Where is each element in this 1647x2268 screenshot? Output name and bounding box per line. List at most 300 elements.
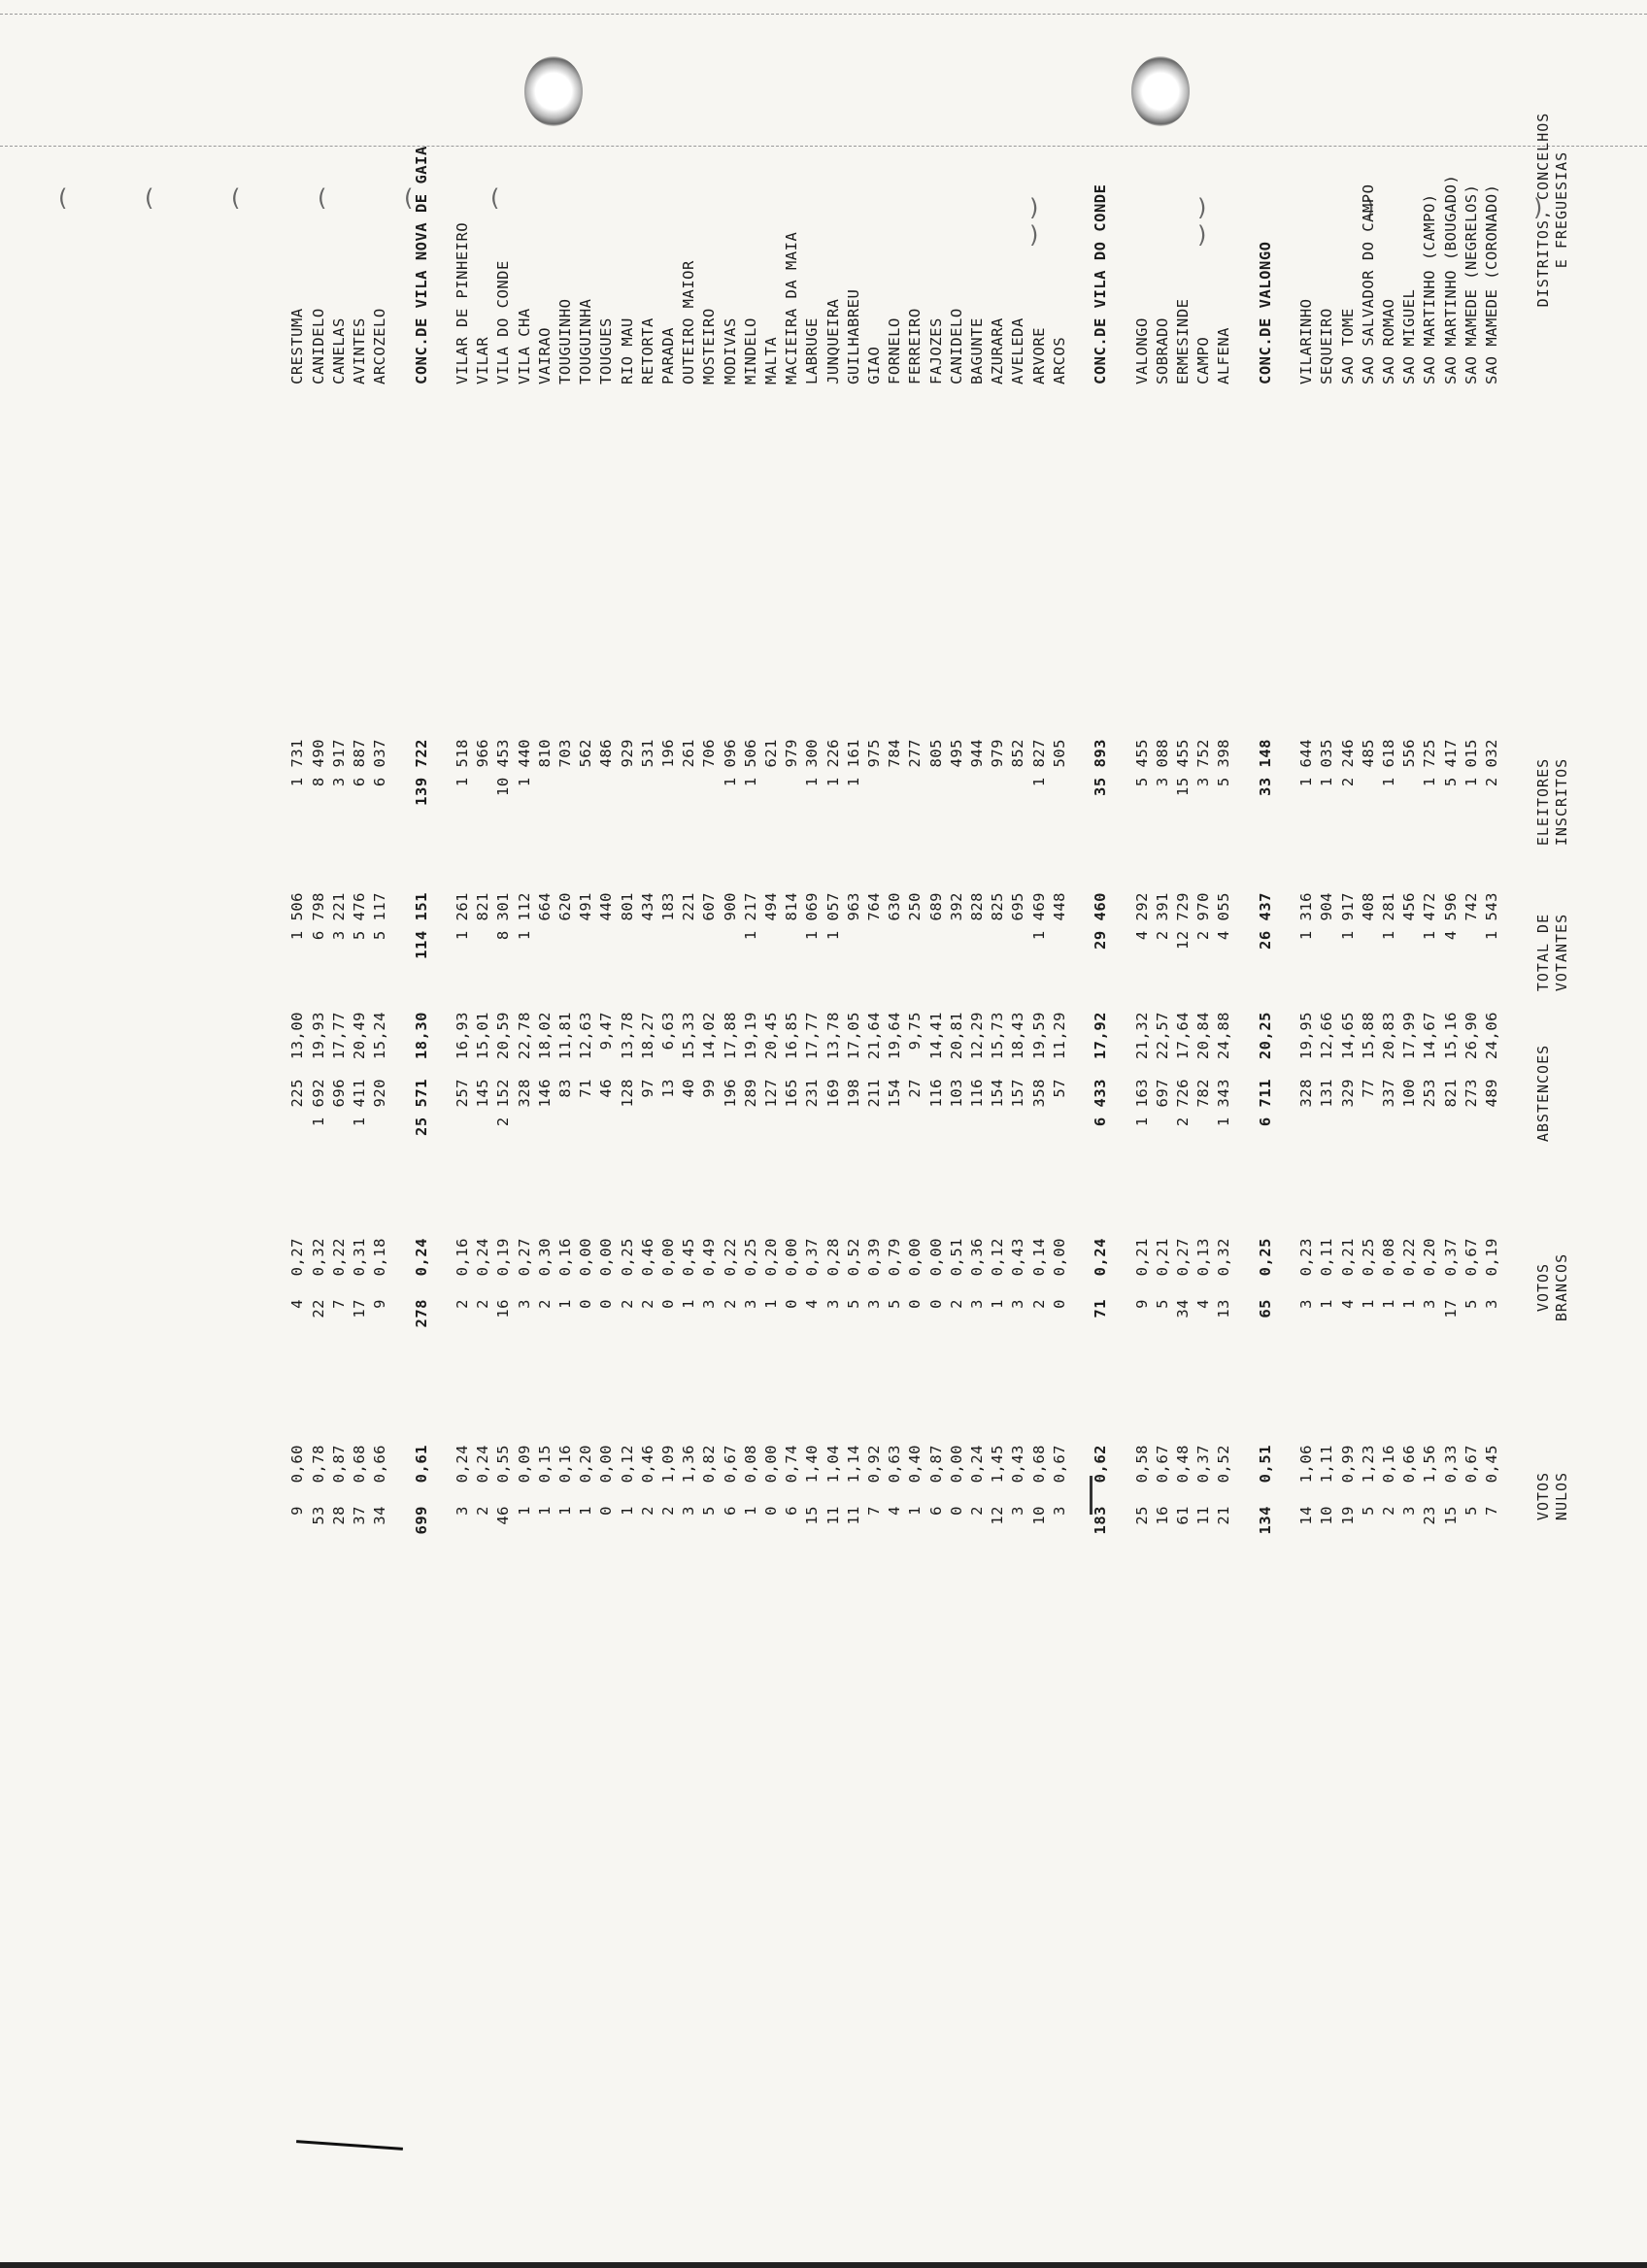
table-row — [492, 0, 514, 2268]
table-row — [781, 0, 802, 2268]
cell-name: SEQUEIRO — [1318, 308, 1336, 384]
cell-abst: 196 — [721, 1079, 739, 1108]
cell-brancp: 0,23 — [1297, 1238, 1316, 1277]
cell-brancp: 0,52 — [844, 1238, 862, 1277]
table-row — [617, 0, 638, 2268]
cell-brancp: 0,43 — [1009, 1238, 1027, 1277]
cell-name: AVELEDA — [1009, 317, 1027, 384]
cell-nulp: 0,20 — [577, 1445, 595, 1484]
table-row — [286, 0, 308, 2268]
cell-inscritos: 8 490 — [309, 739, 327, 787]
cell-nul: 10 — [1318, 1506, 1336, 1525]
cell-inscritos: 1 644 — [1297, 739, 1316, 787]
cell-abst: 99 — [700, 1079, 719, 1098]
cell-name: FERREIRO — [906, 308, 924, 384]
cell-votantes: 1 316 — [1297, 892, 1316, 941]
cell-nul: 3 — [454, 1506, 471, 1516]
cell-branc: 2 — [535, 1299, 554, 1309]
cell-inscritos: 1 618 — [1380, 739, 1397, 787]
cell-abst: 328 — [515, 1079, 533, 1108]
cell-nulp: 1,23 — [1359, 1445, 1377, 1484]
cell-nul: 2 — [968, 1506, 986, 1516]
cell-inscritos: 562 — [577, 739, 595, 768]
cell-votantes: 114 151 — [412, 892, 430, 959]
cell-nul: 0 — [762, 1506, 780, 1516]
cell-abstp: 6,63 — [659, 1012, 677, 1051]
cell-name: VILARINHO — [1297, 298, 1316, 384]
cell-votantes: 5 117 — [371, 892, 389, 941]
cell-abstp: 11,81 — [556, 1012, 574, 1060]
cell-votantes: 664 — [535, 892, 554, 921]
cell-nul: 7 — [1483, 1506, 1500, 1516]
cell-branc: 4 — [803, 1299, 822, 1309]
cell-name: ARVORE — [1029, 327, 1048, 384]
total-row — [411, 0, 432, 2268]
cell-nulp: 0,16 — [556, 1445, 574, 1484]
cell-name: CONC.DE VALONGO — [1256, 241, 1274, 384]
cell-name: TOUGUINHO — [556, 298, 574, 384]
cell-abstp: 14,41 — [926, 1012, 945, 1060]
cell-abst: 83 — [556, 1079, 574, 1098]
cell-branc: 2 — [618, 1299, 636, 1309]
cell-abst: 2 152 — [494, 1079, 513, 1127]
cell-votantes: 607 — [700, 892, 719, 921]
cell-nulp: 0,74 — [783, 1445, 801, 1484]
cell-brancp: 0,22 — [329, 1238, 348, 1277]
cell-inscritos: 979 — [989, 739, 1007, 768]
cell-brancp: 0,14 — [1029, 1238, 1048, 1277]
cell-votantes: 4 596 — [1441, 892, 1460, 941]
cell-name: FAJOZES — [926, 317, 945, 384]
cell-inscritos: 3 752 — [1194, 739, 1213, 787]
cell-inscritos: 1 506 — [741, 739, 759, 787]
cell-nul: 1 — [618, 1506, 636, 1516]
cell-abst: 328 — [1297, 1079, 1316, 1108]
cell-nulp: 0,00 — [597, 1445, 616, 1484]
cell-abst: 157 — [1009, 1079, 1027, 1108]
cell-abst: 489 — [1483, 1079, 1500, 1108]
cell-nulp: 0,09 — [515, 1445, 533, 1484]
cell-inscritos: 277 — [906, 739, 924, 768]
cell-branc: 3 — [1297, 1299, 1316, 1309]
cell-branc: 3 — [1421, 1299, 1439, 1309]
cell-name: SAO SALVADOR DO CAMPO — [1359, 183, 1377, 384]
cell-name: CANIDELO — [309, 308, 327, 384]
cell-brancp: 0,25 — [1256, 1238, 1274, 1277]
cell-nul: 14 — [1297, 1506, 1316, 1525]
cell-brancp: 0,67 — [1462, 1238, 1480, 1277]
cell-branc: 1 — [1400, 1299, 1419, 1309]
cell-nulp: 0,00 — [947, 1445, 965, 1484]
cell-abst: 71 — [577, 1079, 595, 1098]
cell-branc: 65 — [1256, 1299, 1274, 1318]
cell-abstp: 18,02 — [535, 1012, 554, 1060]
cell-abstp: 14,02 — [700, 1012, 719, 1060]
cell-name: SAO MARTINHO (BOUGADO) — [1441, 174, 1460, 384]
cell-votantes: 12 729 — [1174, 892, 1192, 950]
cell-brancp: 0,00 — [1050, 1238, 1068, 1277]
table-row — [740, 0, 761, 2268]
cell-inscritos: 1 518 — [454, 739, 471, 787]
cell-brancp: 0,08 — [1380, 1238, 1397, 1277]
cell-abst: 6 433 — [1092, 1079, 1110, 1127]
cell-name: ARCOS — [1050, 336, 1068, 384]
cell-brancp: 0,18 — [371, 1238, 389, 1277]
cell-branc: 5 — [886, 1299, 904, 1309]
cell-votantes: 904 — [1318, 892, 1336, 921]
cell-nulp: 0,24 — [474, 1445, 492, 1484]
cell-nul: 34 — [371, 1506, 389, 1525]
cell-nulp: 1,09 — [659, 1445, 677, 1484]
cell-nulp: 0,67 — [721, 1445, 739, 1484]
cell-brancp: 0,45 — [680, 1238, 698, 1277]
table-row — [1419, 0, 1440, 2268]
cell-votantes: 764 — [865, 892, 883, 921]
cell-branc: 0 — [906, 1299, 924, 1309]
cell-brancp: 0,36 — [968, 1238, 986, 1277]
table-row — [472, 0, 493, 2268]
table-row — [720, 0, 741, 2268]
cell-votantes: 1 112 — [515, 892, 533, 941]
cell-nul: 11 — [844, 1506, 862, 1525]
table-row — [760, 0, 782, 2268]
cell-inscritos: 35 893 — [1092, 739, 1110, 796]
cell-nulp: 1,56 — [1421, 1445, 1439, 1484]
cell-nulp: 0,33 — [1441, 1445, 1460, 1484]
cell-nulp: 1,40 — [803, 1445, 822, 1484]
cell-nulp: 0,51 — [1256, 1445, 1274, 1484]
cell-inscritos: 621 — [762, 739, 780, 768]
table-row — [1172, 0, 1193, 2268]
cell-abst: 100 — [1400, 1079, 1419, 1108]
cell-brancp: 0,24 — [1092, 1238, 1110, 1277]
cell-votantes: 900 — [721, 892, 739, 921]
cell-name: OUTEIRO MAIOR — [680, 260, 698, 384]
cell-nul: 1 — [906, 1506, 924, 1516]
cell-abstp: 17,77 — [329, 1012, 348, 1060]
cell-abst: 211 — [865, 1079, 883, 1108]
cell-votantes: 494 — [762, 892, 780, 921]
cell-branc: 1 — [680, 1299, 698, 1309]
table-row — [637, 0, 658, 2268]
cell-branc: 1 — [1380, 1299, 1397, 1309]
cell-branc: 3 — [1483, 1299, 1500, 1309]
table-row — [1316, 0, 1337, 2268]
cell-inscritos: 261 — [680, 739, 698, 768]
cell-inscritos: 495 — [947, 739, 965, 768]
header-inscritos: ELEITORES INSCRITOS — [1534, 757, 1570, 847]
cell-abstp: 24,06 — [1483, 1012, 1500, 1060]
cell-votantes: 742 — [1462, 892, 1480, 921]
cell-name: FORNELO — [886, 317, 904, 384]
cell-branc: 5 — [844, 1299, 862, 1309]
cell-nul: 2 — [474, 1506, 492, 1516]
cell-abst: 131 — [1318, 1079, 1336, 1108]
cell-nul: 19 — [1338, 1506, 1357, 1525]
cell-branc: 1 — [989, 1299, 1007, 1309]
cell-branc: 3 — [824, 1299, 842, 1309]
cell-name: SAO TOME — [1338, 308, 1357, 384]
cell-branc: 3 — [1009, 1299, 1027, 1309]
cell-brancp: 0,12 — [989, 1238, 1007, 1277]
cell-branc: 34 — [1174, 1299, 1192, 1318]
table-row — [987, 0, 1008, 2268]
cell-inscritos: 485 — [1359, 739, 1377, 768]
cell-brancp: 0,37 — [803, 1238, 822, 1277]
cell-brancp: 0,00 — [906, 1238, 924, 1277]
cell-votantes: 183 — [659, 892, 677, 921]
cell-inscritos: 15 455 — [1174, 739, 1192, 796]
cell-nul: 5 — [1359, 1506, 1377, 1516]
cell-nul: 6 — [926, 1506, 945, 1516]
cell-inscritos: 139 722 — [412, 739, 430, 806]
cell-branc: 3 — [515, 1299, 533, 1309]
cell-abst: 97 — [638, 1079, 656, 1098]
table-row — [1007, 0, 1028, 2268]
cell-inscritos: 3 088 — [1153, 739, 1171, 787]
cell-abstp: 20,83 — [1380, 1012, 1397, 1060]
cell-branc: 0 — [659, 1299, 677, 1309]
cell-name: CRESTUMA — [288, 308, 307, 384]
cell-votantes: 1 069 — [803, 892, 822, 941]
cell-nulp: 0,15 — [535, 1445, 554, 1484]
cell-inscritos: 1 096 — [721, 739, 739, 787]
cell-branc: 13 — [1215, 1299, 1233, 1318]
cell-name: MINDELO — [741, 317, 759, 384]
cell-abstp: 17,88 — [721, 1012, 739, 1060]
cell-branc: 0 — [926, 1299, 945, 1309]
cell-name: CAMPO — [1194, 336, 1213, 384]
cell-abstp: 21,32 — [1132, 1012, 1151, 1060]
cell-votantes: 801 — [618, 892, 636, 921]
cell-name: PARADA — [659, 327, 677, 384]
cell-brancp: 0,21 — [1153, 1238, 1171, 1277]
cell-abstp: 18,43 — [1009, 1012, 1027, 1060]
cell-nul: 2 — [659, 1506, 677, 1516]
cell-nul: 21 — [1215, 1506, 1233, 1525]
cell-branc: 4 — [1194, 1299, 1213, 1309]
cell-branc: 2 — [947, 1299, 965, 1309]
total-row — [1255, 0, 1276, 2268]
cell-abstp: 14,67 — [1421, 1012, 1439, 1060]
cell-brancp: 0,27 — [288, 1238, 307, 1277]
cell-name: ARCOZELO — [371, 308, 389, 384]
cell-nulp: 0,92 — [865, 1445, 883, 1484]
cell-inscritos: 1 827 — [1029, 739, 1048, 787]
cell-nul: 1 — [741, 1506, 759, 1516]
cell-abstp: 12,29 — [968, 1012, 986, 1060]
cell-name: MACIEIRA DA MAIA — [783, 231, 801, 384]
table-row — [823, 0, 844, 2268]
cell-nulp: 0,45 — [1483, 1445, 1500, 1484]
cell-abst: 337 — [1380, 1079, 1397, 1108]
cell-votantes: 250 — [906, 892, 924, 921]
cell-nul: 15 — [1441, 1506, 1460, 1525]
cell-brancp: 0,19 — [1483, 1238, 1500, 1277]
cell-inscritos: 1 035 — [1318, 739, 1336, 787]
cell-abstp: 16,85 — [783, 1012, 801, 1060]
cell-nulp: 0,24 — [454, 1445, 471, 1484]
cell-nul: 3 — [1400, 1506, 1419, 1516]
cell-name: TOUGUES — [597, 317, 616, 384]
cell-nul: 6 — [783, 1506, 801, 1516]
cell-nulp: 0,24 — [968, 1445, 986, 1484]
cell-nul: 12 — [989, 1506, 1007, 1525]
cell-votantes: 4 292 — [1132, 892, 1151, 941]
cell-name: MOSTEIRO — [700, 308, 719, 384]
cell-nul: 11 — [1194, 1506, 1213, 1525]
cell-name: RETORTA — [638, 317, 656, 384]
cell-nulp: 0,48 — [1174, 1445, 1192, 1484]
cell-inscritos: 966 — [474, 739, 492, 768]
cell-inscritos: 944 — [968, 739, 986, 768]
table-row — [1378, 0, 1399, 2268]
cell-votantes: 4 055 — [1215, 892, 1233, 941]
table-row — [369, 0, 390, 2268]
table-row — [1028, 0, 1050, 2268]
cell-abstp: 15,24 — [371, 1012, 389, 1060]
table-row — [1337, 0, 1359, 2268]
cell-votantes: 1 506 — [288, 892, 307, 941]
cell-name: MODIVAS — [721, 317, 739, 384]
cell-nulp: 0,60 — [288, 1445, 307, 1484]
cell-name: GIAO — [865, 346, 883, 384]
cell-brancp: 0,37 — [1441, 1238, 1460, 1277]
cell-brancp: 0,21 — [1132, 1238, 1151, 1277]
cell-name: CONC.DE VILA DO CONDE — [1092, 183, 1110, 384]
cell-nul: 46 — [494, 1506, 513, 1525]
cell-nul: 2 — [1380, 1506, 1397, 1516]
cell-name: CANELAS — [329, 317, 348, 384]
cell-abstp: 20,59 — [494, 1012, 513, 1060]
cell-name: AVINTES — [351, 317, 368, 384]
cell-abstp: 17,92 — [1092, 1012, 1110, 1060]
cell-votantes: 1 261 — [454, 892, 471, 941]
cell-votantes: 26 437 — [1256, 892, 1274, 950]
cell-branc: 5 — [1153, 1299, 1171, 1309]
table-row — [1358, 0, 1379, 2268]
cell-abst: 225 — [288, 1079, 307, 1108]
cell-abstp: 15,16 — [1441, 1012, 1460, 1060]
cell-nul: 61 — [1174, 1506, 1192, 1525]
cell-branc: 1 — [556, 1299, 574, 1309]
cell-name: AZURARA — [989, 317, 1007, 384]
cell-abst: 697 — [1153, 1079, 1171, 1108]
cell-inscritos: 706 — [700, 739, 719, 768]
cell-inscritos: 852 — [1009, 739, 1027, 768]
cell-votantes: 825 — [989, 892, 1007, 921]
cell-branc: 1 — [762, 1299, 780, 1309]
cell-brancp: 0,25 — [1359, 1238, 1377, 1277]
cell-name: SAO MARTINHO (CAMPO) — [1421, 193, 1439, 384]
cell-abst: 128 — [618, 1079, 636, 1108]
cell-nulp: 1,04 — [824, 1445, 842, 1484]
cell-inscritos: 810 — [535, 739, 554, 768]
cell-abstp: 13,00 — [288, 1012, 307, 1060]
cell-abst: 165 — [783, 1079, 801, 1108]
cell-inscritos: 505 — [1050, 739, 1068, 768]
cell-nul: 9 — [288, 1506, 307, 1516]
cell-nul: 699 — [412, 1506, 430, 1535]
cell-abst: 57 — [1050, 1079, 1068, 1098]
cell-inscritos: 10 453 — [494, 739, 513, 796]
table-row — [1481, 0, 1502, 2268]
cell-nul: 25 — [1132, 1506, 1151, 1525]
cell-nul: 7 — [865, 1506, 883, 1516]
cell-abst: 103 — [947, 1079, 965, 1108]
cell-abst: 154 — [886, 1079, 904, 1108]
cell-brancp: 0,24 — [412, 1238, 430, 1277]
cell-name: RIO MAU — [618, 317, 636, 384]
cell-brancp: 0,27 — [1174, 1238, 1192, 1277]
cell-nulp: 1,45 — [989, 1445, 1007, 1484]
table-row — [863, 0, 885, 2268]
cell-abstp: 16,93 — [454, 1012, 471, 1060]
table-row — [966, 0, 988, 2268]
cell-branc: 17 — [1441, 1299, 1460, 1318]
cell-abst: 25 571 — [412, 1079, 430, 1136]
cell-nulp: 1,14 — [844, 1445, 862, 1484]
cell-votantes: 8 301 — [494, 892, 513, 941]
cell-name: VALONGO — [1132, 317, 1151, 384]
header-votantes: TOTAL DE VOTANTES — [1534, 913, 1570, 992]
cell-inscritos: 531 — [638, 739, 656, 768]
cell-branc: 9 — [371, 1299, 389, 1309]
cell-brancp: 0,32 — [309, 1238, 327, 1277]
cell-nulp: 0,68 — [351, 1445, 368, 1484]
header-abstencoes: ABSTENCOES — [1534, 1044, 1552, 1143]
cell-inscritos: 486 — [597, 739, 616, 768]
table-row — [925, 0, 947, 2268]
cell-nul: 1 — [556, 1506, 574, 1516]
cell-abst: 696 — [329, 1079, 348, 1108]
cell-votantes: 1 917 — [1338, 892, 1357, 941]
cell-inscritos: 556 — [1400, 739, 1419, 768]
cell-votantes: 963 — [844, 892, 862, 921]
cell-branc: 3 — [865, 1299, 883, 1309]
cell-abstp: 17,77 — [803, 1012, 822, 1060]
cell-inscritos: 1 440 — [515, 739, 533, 787]
cell-brancp: 0,20 — [762, 1238, 780, 1277]
cell-branc: 7 — [329, 1299, 348, 1309]
cell-votantes: 1 543 — [1483, 892, 1500, 941]
table-row — [698, 0, 720, 2268]
cell-name: VILA DO CONDE — [494, 260, 513, 384]
table-row — [1152, 0, 1173, 2268]
cell-nulp: 0,99 — [1338, 1445, 1357, 1484]
cell-name: LABRUGE — [803, 317, 822, 384]
cell-nulp: 0,58 — [1132, 1445, 1151, 1484]
cell-name: ALFENA — [1215, 327, 1233, 384]
cell-inscritos: 703 — [556, 739, 574, 768]
cell-votantes: 3 221 — [329, 892, 348, 941]
cell-brancp: 0,25 — [618, 1238, 636, 1277]
cell-votantes: 29 460 — [1092, 892, 1110, 950]
cell-nul: 15 — [803, 1506, 822, 1525]
table-row — [678, 0, 699, 2268]
cell-branc: 17 — [351, 1299, 368, 1318]
cell-nul: 1 — [535, 1506, 554, 1516]
cell-inscritos: 975 — [865, 739, 883, 768]
table-row — [1213, 0, 1234, 2268]
cell-votantes: 2 391 — [1153, 892, 1171, 941]
cell-nul: 53 — [309, 1506, 327, 1525]
cell-name: VILAR DE PINHEIRO — [454, 221, 471, 384]
table-row — [595, 0, 617, 2268]
cell-abst: 2 726 — [1174, 1079, 1192, 1127]
cell-abstp: 13,78 — [824, 1012, 842, 1060]
header-votos-nulos: VOTOS NULOS — [1534, 1471, 1570, 1521]
